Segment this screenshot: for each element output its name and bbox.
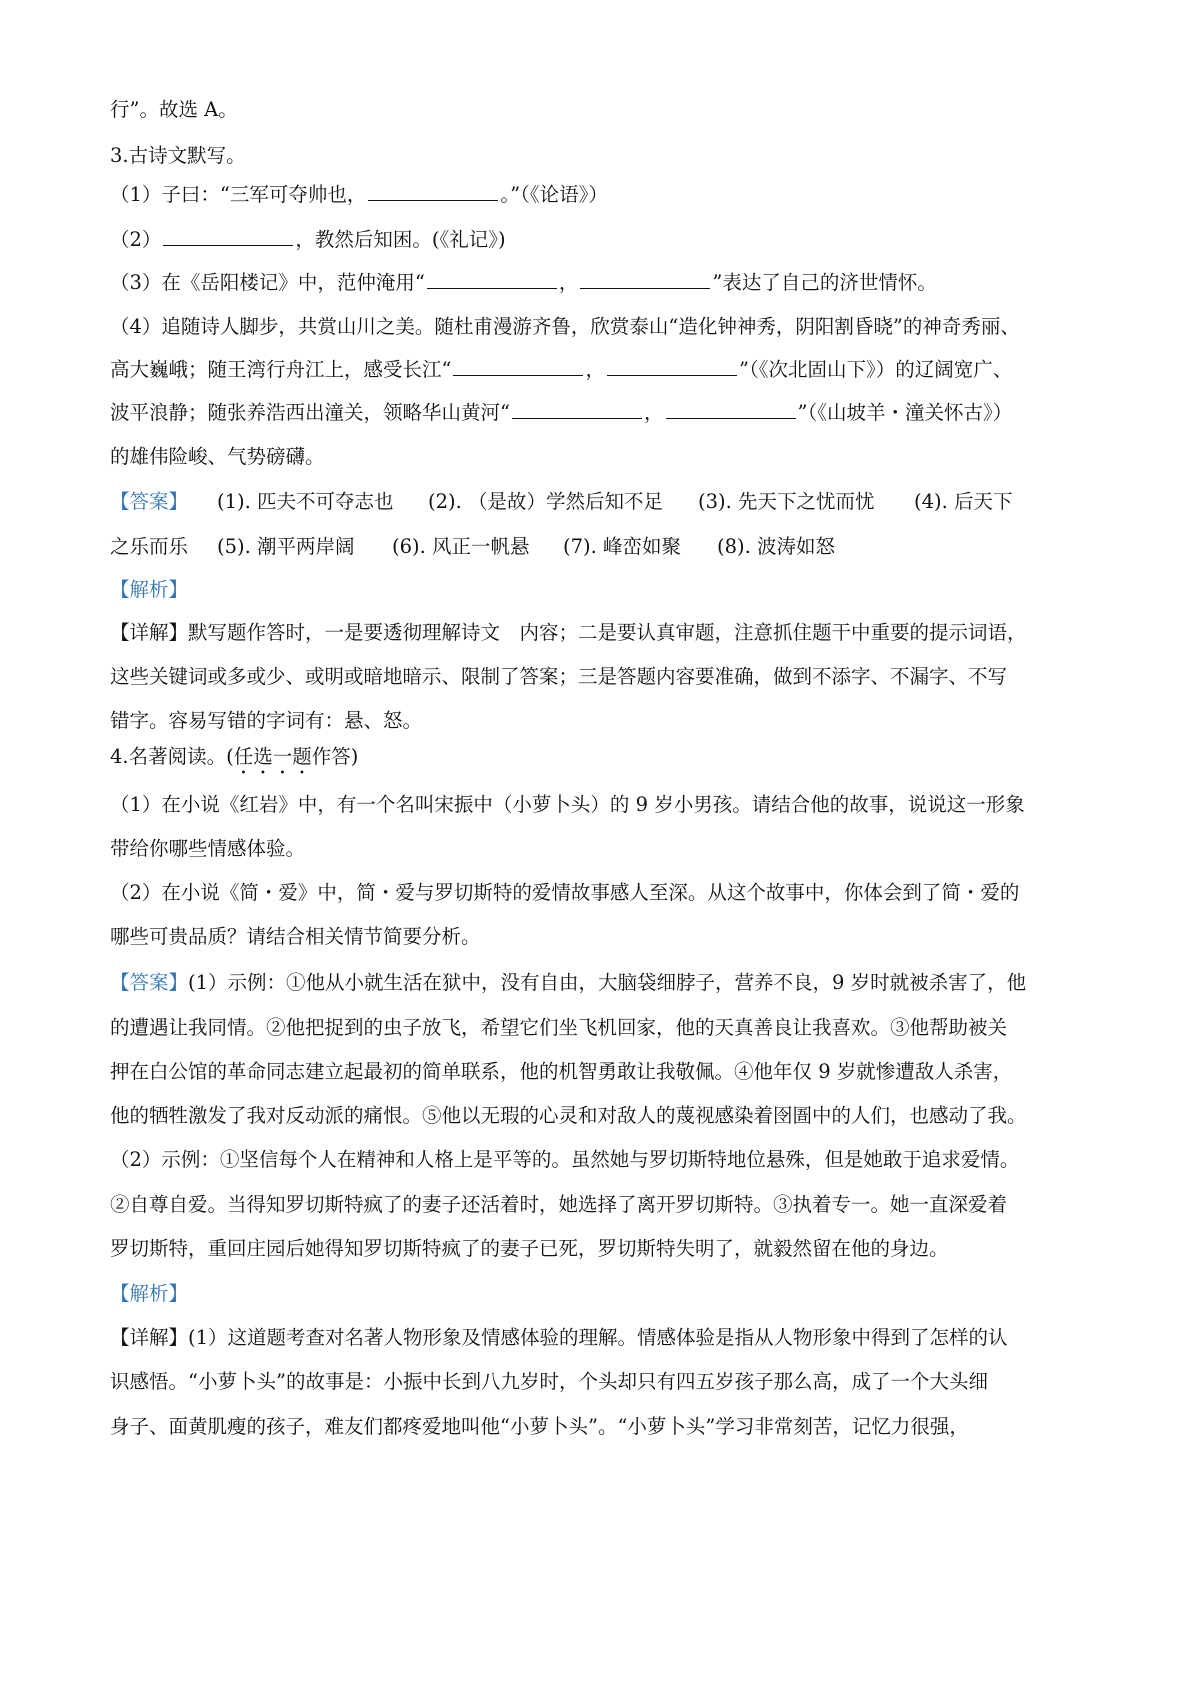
- analysis-tag: 【解析】: [110, 578, 189, 601]
- answer-item: (8). 波涛如怒: [717, 535, 836, 558]
- q3-item-4-line-1: （4）追随诗人脚步，共赏山川之美。随杜甫漫游齐鲁，欣赏泰山“造化钟神秀，阴阳割昏晓”的神奇秀丽、: [110, 315, 1020, 338]
- text-line: 【详解】(1）这道题考查对名著人物形象及情感体验的理解。情感体验是指从人物形象中得到了怎样的认: [110, 1326, 1008, 1349]
- q3-item-2: （2） ，教然后知困。(《礼记》): [110, 228, 506, 251]
- answer-2-line-1: 【答案】(1）示例：①他从小就生活在狱中，没有自由，大脑袋细脖子，营养不良，9 岁时就被杀害了，他: [110, 971, 1027, 994]
- answer-tag: 【答案】: [110, 490, 189, 513]
- q3-item-1: （1）子曰：“三军可夺帅也， 。”（《论语》）: [110, 183, 608, 206]
- answer-line-1: [110, 487, 1105, 517]
- question-3-heading: 3.古诗文默写。: [110, 144, 246, 167]
- answer-blank[interactable]: [163, 227, 293, 246]
- q3-item-4-line-3: 波平浪静；随张养浩西出潼关，领略华山黄河“ ， ”（《山坡羊・潼关怀古》）: [110, 401, 1013, 424]
- answer-item: 之乐而乐: [110, 535, 189, 558]
- q3-item-4-line-2: 高大巍峨；随王湾行舟江上，感受长江“ ， ”（《次北固山下》）的辽阔宽广、: [110, 358, 1013, 381]
- text-line: （1）在小说《红岩》中，有一个名叫宋振中（小萝卜头）的 9 岁小男孩。请结合他的故事，说说这一形象: [110, 793, 1025, 816]
- q3-item-4-line-4: 的雄伟险峻、气势磅礴。: [110, 445, 325, 468]
- text-line: 这些关键词或多或少、或明或暗地暗示、限制了答案；三是答题内容要准确，做到不添字、不漏字、不写: [110, 665, 1008, 688]
- answer-item: (2). （是故）学然后知不足: [428, 490, 664, 513]
- analysis-tag: 【解析】: [110, 1282, 189, 1305]
- answer-blank[interactable]: [666, 400, 796, 419]
- answer-item: (6). 风正一帆悬: [392, 535, 530, 558]
- text-line: ②自尊自爱。当得知罗切斯特疯了的妻子还活着时，她选择了离开罗切斯特。③执着专一。她一直深爱着: [110, 1193, 1008, 1216]
- text-line: 行”。故选 A。: [110, 98, 238, 121]
- text-line: 身子、面黄肌瘦的孩子，难友们都疼爱地叫他“小萝卜头”。“小萝卜头”学习非常刻苦，记忆力很强，: [110, 1415, 969, 1438]
- question-4-heading: 4.名著阅读。(任选一题作答): [110, 745, 359, 768]
- text-line: 识感悟。“小萝卜头”的故事是：小振中长到八九岁时，个头却只有四五岁孩子那么高，成了一个大头细: [110, 1370, 988, 1393]
- answer-item: (4). 后天下: [914, 490, 1013, 513]
- text-line: 他的牺牲激发了我对反动派的痛恨。⑤他以无瑕的心灵和对敌人的蔑视感染着囹圄中的人们，也感动了我。: [110, 1104, 1027, 1127]
- text-line: 哪些可贵品质？请结合相关情节简要分析。: [110, 925, 481, 948]
- text-line: 的遭遇让我同情。②他把捉到的虫子放飞，希望它们坐飞机回家，他的天真善良让我喜欢。③他帮助被关: [110, 1016, 1008, 1039]
- answer-blank[interactable]: [427, 270, 557, 289]
- text-line: 【详解】默写题作答时，一是要透彻理解诗文 内容；二是要认真审题，注意抓住题干中重要的提示词语，: [110, 621, 1027, 644]
- text-line: （2）在小说《简・爱》中，简・爱与罗切斯特的爱情故事感人至深。从这个故事中，你体会到了简・爱的: [110, 881, 1020, 904]
- text-line: 错字。容易写错的字词有：悬、怒。: [110, 709, 423, 732]
- answer-line-2: [110, 532, 1105, 562]
- answer-tag: 【答案】: [110, 971, 189, 994]
- answer-blank[interactable]: [368, 182, 498, 201]
- answer-blank[interactable]: [512, 400, 642, 419]
- text-line: （2）示例：①坚信每个人在精神和人格上是平等的。虽然她与罗切斯特地位悬殊，但是她敢于追求爱情。: [110, 1148, 1020, 1171]
- text-line: 带给你哪些情感体验。: [110, 837, 306, 860]
- answer-item: (1). 匹夫不可夺志也: [217, 490, 394, 513]
- text-line: 罗切斯特，重回庄园后她得知罗切斯特疯了的妻子已死，罗切斯特失明了，就毅然留在他的身边。: [110, 1237, 949, 1260]
- answer-item: (3). 先天下之忧而忧: [698, 490, 875, 513]
- answer-blank[interactable]: [607, 357, 737, 376]
- answer-item: (7). 峰峦如聚: [563, 535, 682, 558]
- answer-blank[interactable]: [453, 357, 583, 376]
- answer-blank[interactable]: [580, 270, 710, 289]
- text-line: 押在白公馆的革命同志建立起最初的简单联系，他的机智勇敢让我敬佩。④他年仅 9 岁就惨遭敌人杀害，: [110, 1060, 1013, 1083]
- q3-item-3: （3）在《岳阳楼记》中，范仲淹用“ ， ”表达了自己的济世情怀。: [110, 271, 937, 294]
- answer-item: (5). 潮平两岸阔: [217, 535, 355, 558]
